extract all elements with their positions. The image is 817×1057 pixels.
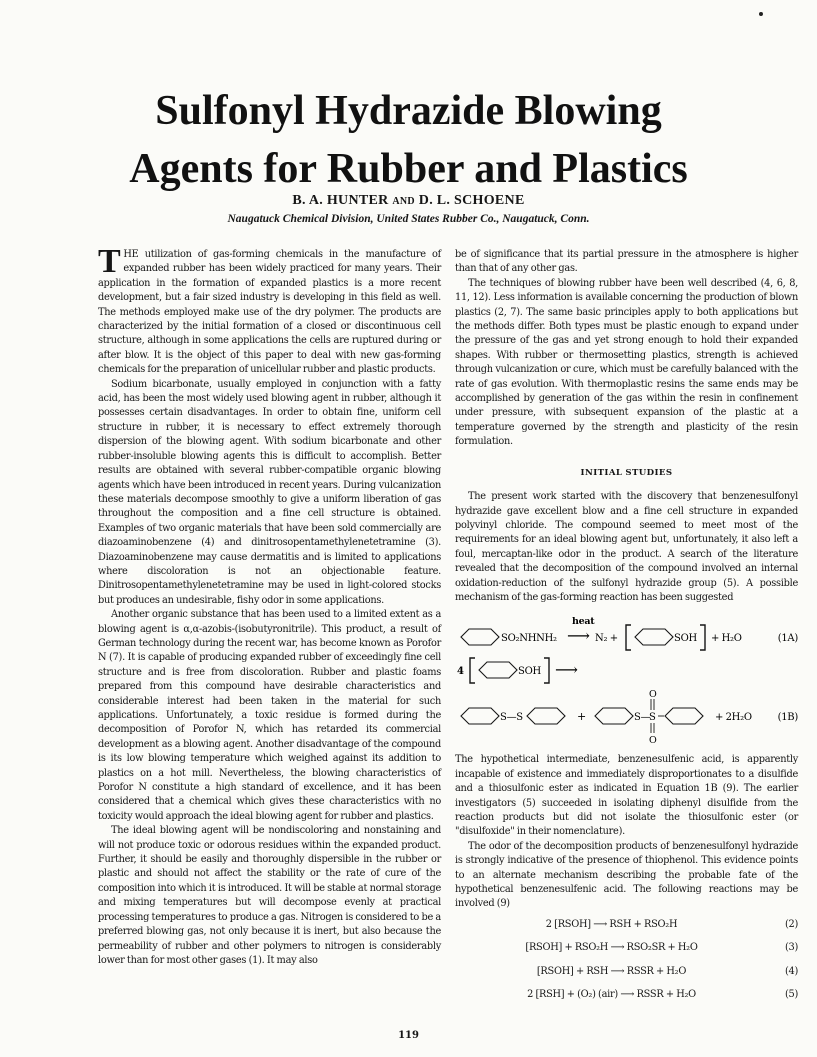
eq1b-plus: + <box>577 710 586 724</box>
authors <box>0 193 817 209</box>
author-2: D. L. SCHOENE <box>418 193 525 208</box>
author-1: B. A. HUNTER <box>292 193 389 208</box>
title-line-1: Sulfonyl Hydrazide Blowing <box>155 88 662 134</box>
eq1b-arrow: ⟶ <box>555 660 578 680</box>
eq1b-water: + 2H₂O <box>715 712 752 724</box>
equation-1b-rhs-drawing <box>455 687 798 745</box>
benzene-ring-icon <box>635 629 673 645</box>
eq2-number: (2) <box>784 918 798 930</box>
benzene-ring-icon <box>595 708 633 724</box>
eq5-expression: 2 [RSH] + (O₂) (air) ⟶ RSSR + H₂O <box>527 989 696 1001</box>
eq3-expression: [RSOH] + RSO₂H ⟶ RSO₂SR + H₂O <box>525 942 698 954</box>
eq1b-group: SOH <box>518 666 541 678</box>
benzene-ring-icon <box>665 708 703 724</box>
paragraph-ideal-agent: The ideal blowing agent will be nondiscoloring and nonstaining and will not produce toxic or odorous residues within the expanded product. Further, it should be easily and thoroughly dispersible in the rubber or plastic and should not affect the stability or the rate of cure of the composition into which it is introduced. It will be stable at normal storage and mixing temperatures but will decompose evenly at practical processing temperatures to produce a gas. Nitrogen is considered to be a preferred blowing gas, not only because it is inert, but also because the permeability of rubber and other polymers to nitrogen is considerably lower than for most other gases (1). It may also <box>98 825 441 966</box>
eq1a-n2: N₂ + <box>595 633 618 645</box>
eq1a-reactant: SO₂NHNH₂ <box>501 633 557 645</box>
benzene-ring-icon <box>461 708 499 724</box>
paragraph-sodium-bicarbonate: Sodium bicarbonate, usually employed in conjunction with a fatty acid, has been the most widely used blowing agent in rubber, although it possesses certain disadvantages. In order to obtain fine, uniform cell structure in rubber, it is necessary to effect extremely thorough dispersion of the blowing agent. With sodium bicarbonate and other rubber-insoluble blowing agents this is difficult to accomplish. Better results are obtained with several rubber-compatible organic blowing agents which have been introduced in recent years. During vulcanization these materials decompose smoothly to give a uniform liberation of gas throughout the composition and a fine cell structure is obtained. Examples of two organic materials that have been sold commercially are diazoaminobenzene (4) and dinitrosopentamethylenetetramine (3). Diazoaminobenzene may cause dermatitis and is limited to applications where discoloration is not an objectionable feature. Dinitrosopentamethylenetetramine may be used in light-colored stocks but produces an undesirable, fishy odor in some applications. <box>98 378 441 606</box>
eq1b-coefficient: 4 <box>457 666 464 678</box>
eq1b-number: (1B) <box>777 712 798 724</box>
eq1a-arrow: ⟶ <box>567 626 590 646</box>
eq1b-o-bottom: O <box>649 735 657 746</box>
eq1b-ss: S—S <box>500 712 523 724</box>
paragraph-initial-studies: The present work started with the discovery that benzenesulfonyl hydrazide gave excellent blow and a fine cell structure in expanded polyvinyl chloride. The compound seemed to meet most of the requirements for an ideal blowing agent but, unfortunately, it also left a foul, mercaptan-like odor in the product. A search of the literature revealed that the decomposition of the compound involved an internal oxidation-reduction of the sulfonyl hydrazide group (5). A possible mechanism of the gas-forming reaction has been suggested <box>455 491 798 603</box>
paragraph-porofor: Another organic substance that has been used to a limited extent as a blowing agent is α,α-azobis-(isobutyronitrile). This product, a result of German technology during the recent war, has become known as Porofor N (7). It is capable of producing expanded rubber of exceedingly fine cell structure and is free from discoloration. Rubber and plastic foams prepared from this compound have desirable characteristics and considerable interest had been taken in the material for such applications. Unfortunately, a toxic residue is formed during the decomposition of Porofor N, which has retarded its commercial development as a blowing agent. Another disadvantage of the compound is its low blowing temperature which weighed against its addition to plastics on a hot mill. Nevertheless, the blowing characteristics of Porofor N constitute a high standard of excellence, and it has been considered that a chemical which gives these characteristics with no toxicity would approach the ideal blowing agent for rubber and plastics. <box>98 609 441 822</box>
eq4-number: (4) <box>784 965 798 977</box>
paragraph-intro <box>98 243 441 378</box>
benzene-ring-icon <box>461 629 499 645</box>
right-column <box>455 248 798 1011</box>
equation-1b-rhs <box>455 687 798 745</box>
equation-2 <box>455 918 798 932</box>
drop-cap: T <box>98 243 121 280</box>
equation-1b-lhs-drawing <box>455 655 798 685</box>
paragraph-odor: The odor of the decomposition products of benzenesulfonyl hydrazide is strongly indicative of the presence of thiophenol. This evidence points to an alternate mechanism describing the probable fate of the hypothetical benzenesulfenic acid. The following reactions may be involved (9) <box>455 840 798 910</box>
benzene-ring-icon <box>479 662 517 678</box>
speck-mark <box>759 12 763 16</box>
left-column <box>98 243 441 968</box>
page-number: 119 <box>398 1030 419 1041</box>
equation-4 <box>455 965 798 979</box>
eq1a-group: SOH <box>674 633 697 645</box>
benzene-ring-icon <box>527 708 565 724</box>
title-line-2: Agents for Rubber and Plastics <box>129 146 688 192</box>
affiliation: Naugatuck Chemical Division, United States Rubber Co., Naugatuck, Conn. <box>227 213 590 225</box>
eq1a-water: + H₂O <box>711 633 742 645</box>
section-heading: INITIAL STUDIES <box>580 467 673 478</box>
paragraph-intro-text: HE utilization of gas-forming chemicals in the manufacture of expanded rubber has been widely practiced for many years. Their application in the formation of expanded plastics is a more recent development, but a fair sized industry is developing in this field as well. The methods employed make use of the dry polymer. The products are characterized by the initial formation of a closed or discontinuous cell structure, although in some applications the cells are ruptured during or after blow. It is the object of this paper to deal with new gas-forming chemicals for the preparation of unicellular rubber and plastic products. <box>98 249 441 376</box>
eq1b-s-center: S <box>649 712 656 724</box>
eq1a-number: (1A) <box>777 633 798 645</box>
equation-3 <box>455 941 798 955</box>
equation-1a-drawing <box>455 611 798 651</box>
eq1b-o-top: O <box>649 689 657 701</box>
eq1b-s-left: S— <box>634 712 651 724</box>
open-bracket-icon <box>470 658 475 683</box>
eq4-expression: [RSOH] + RSH ⟶ RSSR + H₂O <box>536 965 687 977</box>
open-bracket-icon <box>626 625 631 650</box>
paragraph-continued: be of significance that its partial pressure in the atmosphere is higher than that of any other gas. <box>455 249 798 275</box>
paragraph-intermediate: The hypothetical intermediate, benzenesulfenic acid, is apparently incapable of existence and immediately disproportionates to a disulfide and a thiosulfonic ester as indicated in Equation 1B (9). The earlier investigators (5) succeeded in isolating diphenyl disulfide from the reaction products but did not isolate the thiosulfonic ester (or "disulfoxide" in their nomenclature). <box>455 754 798 838</box>
paragraph-techniques: The techniques of blowing rubber have been well described (4, 6, 8, 11, 12). Less information is available concerning the production of blown plastics (2, 7). The same basic principles apply to both applications but the methods differ. Both types must be plastic enough to expand under the pressure of the gas and yet strong enough to hold their expanded shapes. With rubber or thermosetting plastics, strength is achieved through vulcanization or cure, which must be carefully balanced with the rate of gas evolution. With thermoplastic resins the same ends may be accomplished by generation of the gas within the resin in confinement under pressure, with subsequent expansion of the plastic at a temperature governed by the strength and plasticity of the resin formulation. <box>455 277 798 448</box>
eq2-expression: 2 [RSOH] ⟶ RSH + RSO₂H <box>545 918 678 930</box>
equation-1a <box>455 611 798 651</box>
eq3-number: (3) <box>784 942 798 954</box>
author-conjunction: AND <box>392 196 415 207</box>
equation-5 <box>455 988 798 1002</box>
eq5-number: (5) <box>784 989 798 1001</box>
close-bracket-icon <box>700 625 705 650</box>
equation-1b-lhs <box>455 655 798 685</box>
close-bracket-icon <box>544 658 549 683</box>
eq1a-condition: heat <box>572 616 595 628</box>
article-title <box>0 82 817 198</box>
